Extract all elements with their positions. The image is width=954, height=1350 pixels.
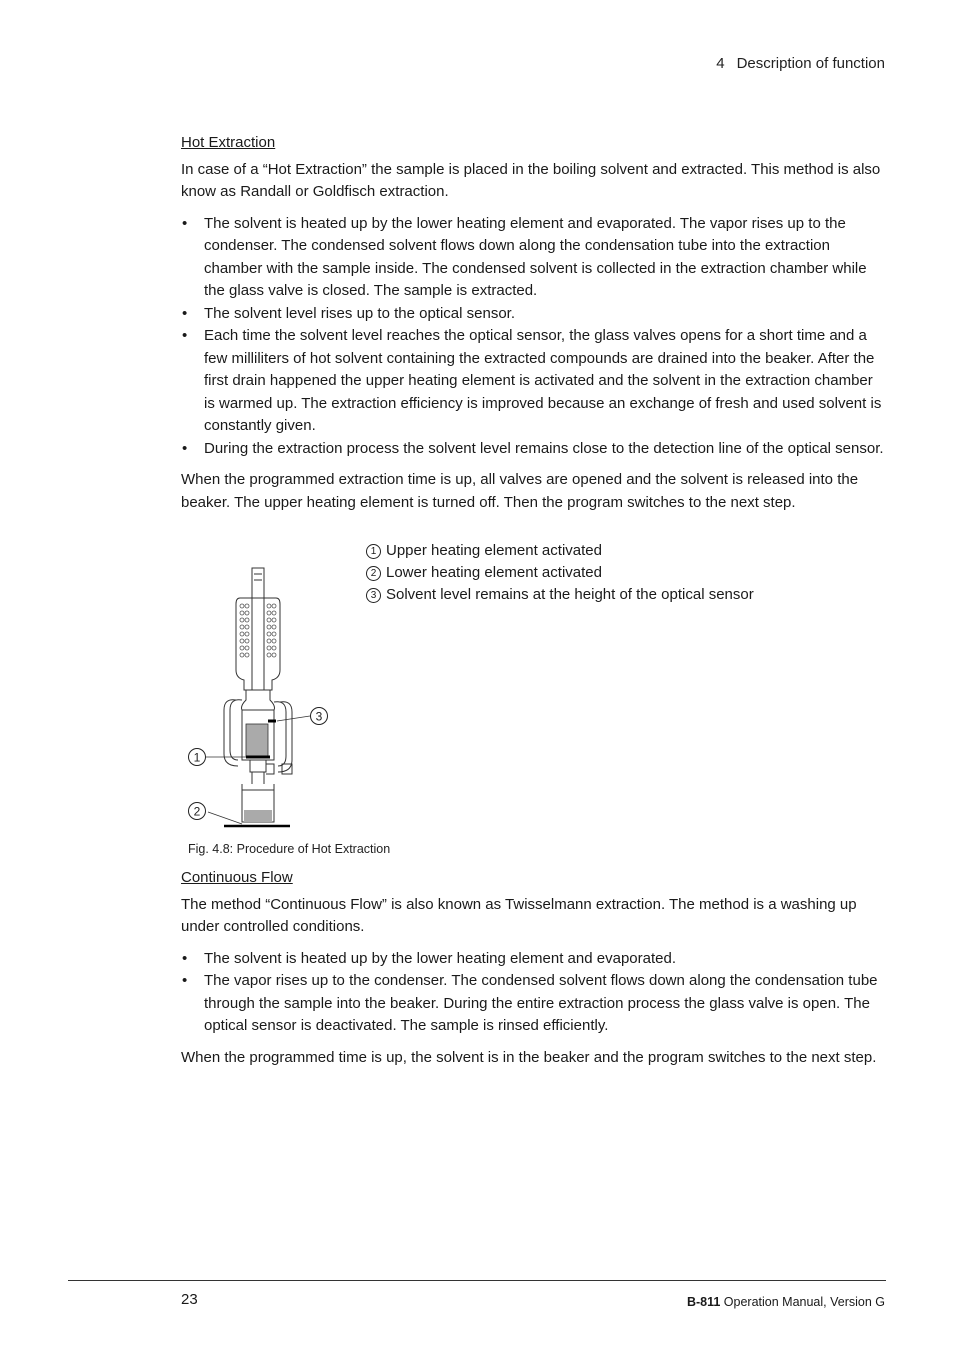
hot-extraction-figure <box>180 560 340 835</box>
footer-document-title <box>687 1291 885 1314</box>
continuous-flow-heading: Continuous Flow <box>181 869 293 886</box>
legend-item <box>366 562 754 584</box>
top-tube <box>252 568 264 598</box>
bypass-tube <box>230 700 242 760</box>
beaker-solvent <box>244 810 272 822</box>
doc-model: B-811 <box>686 1295 721 1309</box>
list-item: • The vapor rises up to the condenser. The condensed solvent flows down along the condensation tube through the sample into the beaker. During the entire extraction process the glass valve is open. The optical sensor is deactivated. The sample is rinsed efficiently. <box>181 970 887 1038</box>
hot-extraction-closing: When the programmed extraction time is up, all valves are opened and the solvent is released into the beaker. The upper heating element is turned off. Then the program switches to the next step. <box>181 471 859 511</box>
hot-extraction-bullets <box>181 213 887 461</box>
list-item: • The solvent level rises up to the optical sensor. <box>181 303 887 326</box>
hot-extraction-section <box>181 132 887 514</box>
legend-number: 2 <box>366 566 381 581</box>
legend-item <box>366 540 754 562</box>
solvent-sample <box>246 724 268 756</box>
figure-caption: Fig. 4.8: Procedure of Hot Extraction <box>188 842 391 856</box>
legend-text: Solvent level remains at the height of the optical sensor <box>386 585 754 603</box>
list-item: • The solvent is heated up by the lower heating element and evaporated. <box>181 948 887 971</box>
condenser-coil <box>240 604 276 657</box>
callout-3-leader <box>277 716 310 721</box>
continuous-flow-closing: When the programmed time is up, the solvent is in the beaker and the program switches to the next step. <box>181 1048 877 1066</box>
hot-extraction-intro: In case of a “Hot Extraction” the sample is placed in the boiling solvent and extracted. This method is also know as Randall or Goldfisch extraction. <box>181 160 881 200</box>
continuous-flow-section <box>181 867 887 1069</box>
legend-item <box>366 584 754 606</box>
legend-number: 3 <box>366 588 381 603</box>
legend-text: Upper heating element activated <box>386 541 602 559</box>
hot-extraction-heading: Hot Extraction <box>181 134 276 151</box>
list-item: • Each time the solvent level reaches the optical sensor, the glass valves opens for a short time and a few milliliters of hot solvent containing the extracted compounds are drained into the beaker. After the first drain happened the upper heating element is activated and the solvent in the extraction chamber is warmed up. The extraction efficiency is improved because an exchange of fresh and used solvent is constantly given. <box>181 325 887 438</box>
footer-divider <box>68 1280 886 1281</box>
callout-2-leader <box>208 812 242 824</box>
legend-number: 1 <box>366 544 381 559</box>
continuous-flow-bullets <box>181 948 887 1038</box>
section-title: Description of function <box>736 55 885 72</box>
callout-3-number: 3 <box>315 709 323 724</box>
condenser <box>236 598 280 690</box>
figure-legend <box>366 540 754 606</box>
continuous-flow-intro: The method “Continuous Flow” is also known as Twisselmann extraction. The method is a washing up under controlled conditions. <box>181 895 857 935</box>
callout-1-number: 1 <box>193 750 201 765</box>
list-item: • During the extraction process the solvent level remains close to the detection line of the optical sensor. <box>181 438 887 461</box>
list-item: • The solvent is heated up by the lower heating element and evaporated. The vapor rises up to the condenser. The condensed solvent flows down along the condensation tube into the extraction chamber with the sample inside. The condensed solvent is collected in the extraction chamber while the glass valve is closed. The sample is extracted. <box>181 213 887 303</box>
callout-2-number: 2 <box>193 804 201 819</box>
doc-title: Operation Manual, Version G <box>723 1295 885 1309</box>
running-header <box>716 53 885 76</box>
section-number: 4 <box>716 55 725 72</box>
legend-text: Lower heating element activated <box>386 563 602 581</box>
page-number: 23 <box>181 1291 198 1308</box>
glass-valve <box>266 764 274 774</box>
